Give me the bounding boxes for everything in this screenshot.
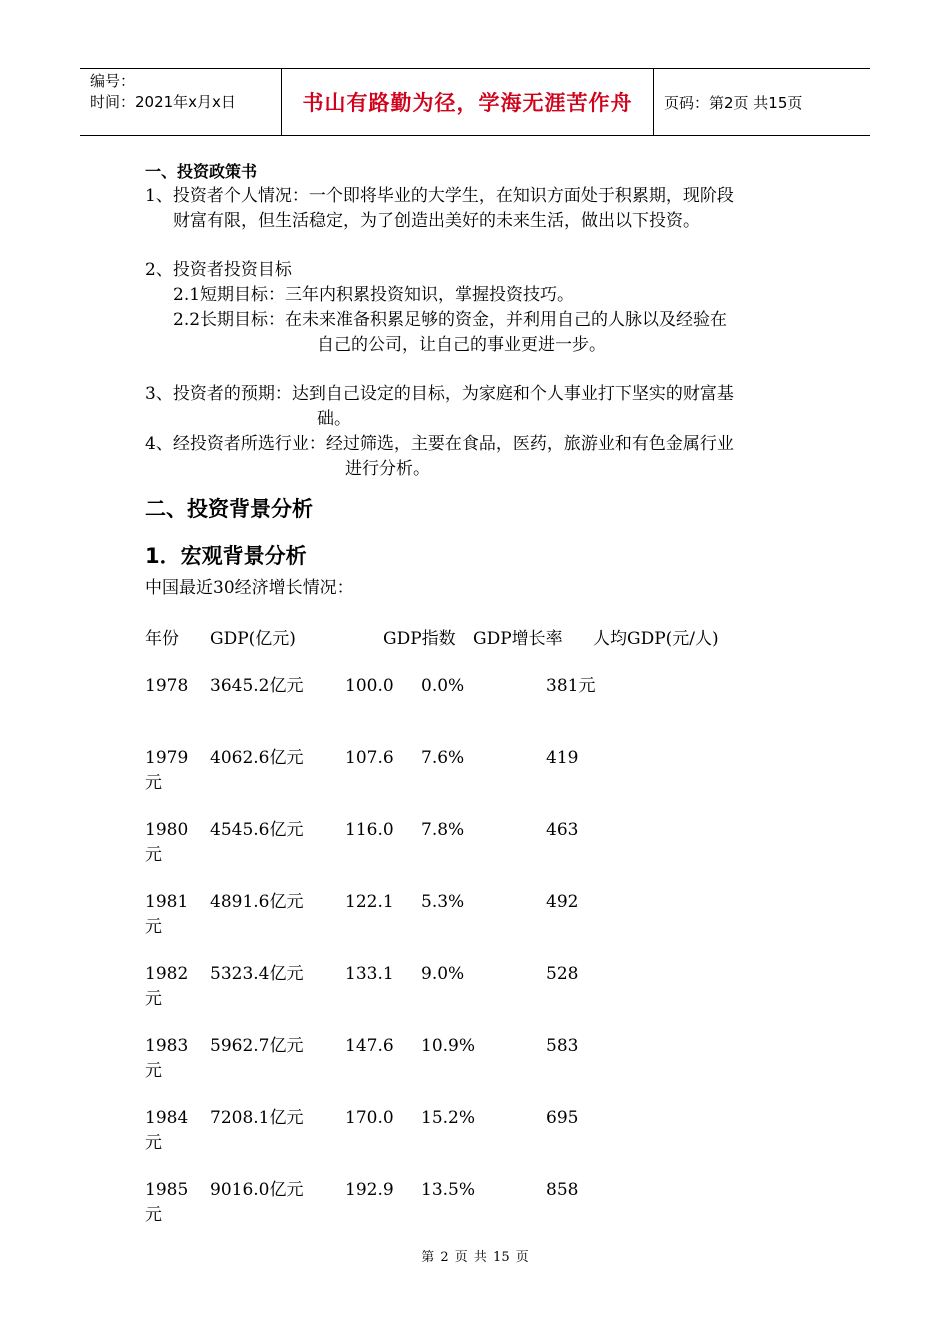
header-page-number: 页码：第2页 共15页 (664, 93, 803, 112)
paragraph-investor-situation-cont: 财富有限，但生活稳定，为了创造出美好的未来生活，做出以下投资。 (173, 211, 700, 231)
section-title-policy: 一、投资政策书 (145, 162, 258, 181)
table-cell-gdp: 5962.7亿元 (210, 1036, 304, 1056)
table-cell-growth: 0.0% (421, 676, 465, 696)
table-cell-year: 1981 (145, 892, 189, 912)
table-cell-per-capita: 463 (546, 820, 579, 840)
paragraph-growth-intro: 中国最近30经济增长情况： (145, 578, 354, 598)
header-meta (80, 69, 282, 135)
paragraph-investment-goals: 2、投资者投资目标 (145, 260, 292, 280)
table-row (145, 962, 825, 1034)
table-cell-growth: 7.6% (421, 748, 465, 768)
table-cell-unit: 元 (145, 1205, 162, 1225)
table-cell-index: 122.1 (345, 892, 394, 912)
table-cell-per-capita: 583 (546, 1036, 579, 1056)
table-row (145, 1178, 825, 1250)
paragraph-industries: 4、经投资者所选行业：经过筛选，主要在食品，医药，旅游业和有色金属行业 (145, 434, 734, 454)
paragraph-industries-cont: 进行分析。 (345, 459, 430, 479)
table-cell-year: 1983 (145, 1036, 189, 1056)
table-cell-growth: 9.0% (421, 964, 465, 984)
table-cell-year: 1980 (145, 820, 189, 840)
document-body (145, 160, 815, 601)
table-cell-year: 1978 (145, 676, 189, 696)
table-cell-unit: 元 (145, 845, 162, 865)
table-header-row (145, 627, 825, 674)
table-row (145, 818, 825, 890)
table-row (145, 674, 825, 746)
table-header-growth: GDP增长率 (473, 629, 563, 649)
subsection-title-macro: 1．宏观背景分析 (145, 544, 307, 568)
table-cell-index: 100.0 (345, 676, 394, 696)
table-cell-index: 147.6 (345, 1036, 394, 1056)
table-cell-per-capita: 695 (546, 1108, 579, 1128)
table-cell-unit: 元 (145, 917, 162, 937)
table-cell-per-capita: 858 (546, 1180, 579, 1200)
table-cell-per-capita: 492 (546, 892, 579, 912)
table-cell-index: 170.0 (345, 1108, 394, 1128)
table-row (145, 1106, 825, 1178)
table-cell-per-capita: 419 (546, 748, 579, 768)
table-row (145, 890, 825, 962)
table-cell-year: 1985 (145, 1180, 189, 1200)
page-header (80, 68, 870, 136)
paragraph-expectation-cont: 础。 (317, 409, 351, 429)
table-cell-growth: 5.3% (421, 892, 465, 912)
header-motto: 书山有路勤为径，学海无涯苦作舟 (282, 69, 654, 135)
table-cell-index: 107.6 (345, 748, 394, 768)
table-header-index: GDP指数 (383, 629, 456, 649)
table-cell-gdp: 9016.0亿元 (210, 1180, 304, 1200)
table-cell-per-capita: 528 (546, 964, 579, 984)
table-cell-gdp: 5323.4亿元 (210, 964, 304, 984)
table-cell-gdp: 4891.6亿元 (210, 892, 304, 912)
table-cell-gdp: 7208.1亿元 (210, 1108, 304, 1128)
table-cell-gdp: 4545.6亿元 (210, 820, 304, 840)
table-cell-per-capita: 381元 (546, 676, 596, 696)
table-cell-unit: 元 (145, 989, 162, 1009)
table-cell-year: 1982 (145, 964, 189, 984)
paragraph-short-term-goal: 2.1短期目标：三年内积累投资知识，掌握投资技巧。 (173, 285, 575, 305)
document-date: 时间：2021年x月x日 (90, 93, 236, 111)
table-cell-gdp: 3645.2亿元 (210, 676, 304, 696)
table-cell-unit: 元 (145, 1061, 162, 1081)
table-cell-gdp: 4062.6亿元 (210, 748, 304, 768)
table-cell-unit: 元 (145, 1133, 162, 1153)
table-row (145, 1034, 825, 1106)
table-cell-growth: 10.9% (421, 1036, 476, 1056)
table-row (145, 746, 825, 818)
table-cell-year: 1979 (145, 748, 189, 768)
paragraph-long-term-goal-cont: 自己的公司，让自己的事业更进一步。 (317, 335, 606, 355)
table-cell-year: 1984 (145, 1108, 189, 1128)
table-header-gdp: GDP(亿元) (210, 629, 296, 649)
table-cell-growth: 13.5% (421, 1180, 476, 1200)
page-footer: 第 2 页 共 15 页 (421, 1250, 529, 1265)
table-cell-unit: 元 (145, 773, 162, 793)
paragraph-investor-situation: 1、投资者个人情况：一个即将毕业的大学生，在知识方面处于积累期，现阶段 (145, 186, 734, 206)
table-header-year: 年份 (145, 629, 179, 649)
gdp-table (145, 627, 825, 1250)
document-number: 编号： (90, 72, 136, 90)
table-cell-growth: 15.2% (421, 1108, 476, 1128)
section-title-background: 二、投资背景分析 (145, 497, 313, 521)
table-cell-index: 116.0 (345, 820, 394, 840)
paragraph-long-term-goal: 2.2长期目标：在未来准备积累足够的资金，并利用自己的人脉以及经验在 (173, 310, 728, 330)
paragraph-expectation: 3、投资者的预期：达到自己设定的目标，为家庭和个人事业打下坚实的财富基 (145, 384, 734, 404)
table-header-per-capita: 人均GDP(元/人) (593, 629, 719, 649)
table-cell-growth: 7.8% (421, 820, 465, 840)
table-cell-index: 192.9 (345, 1180, 394, 1200)
table-cell-index: 133.1 (345, 964, 394, 984)
